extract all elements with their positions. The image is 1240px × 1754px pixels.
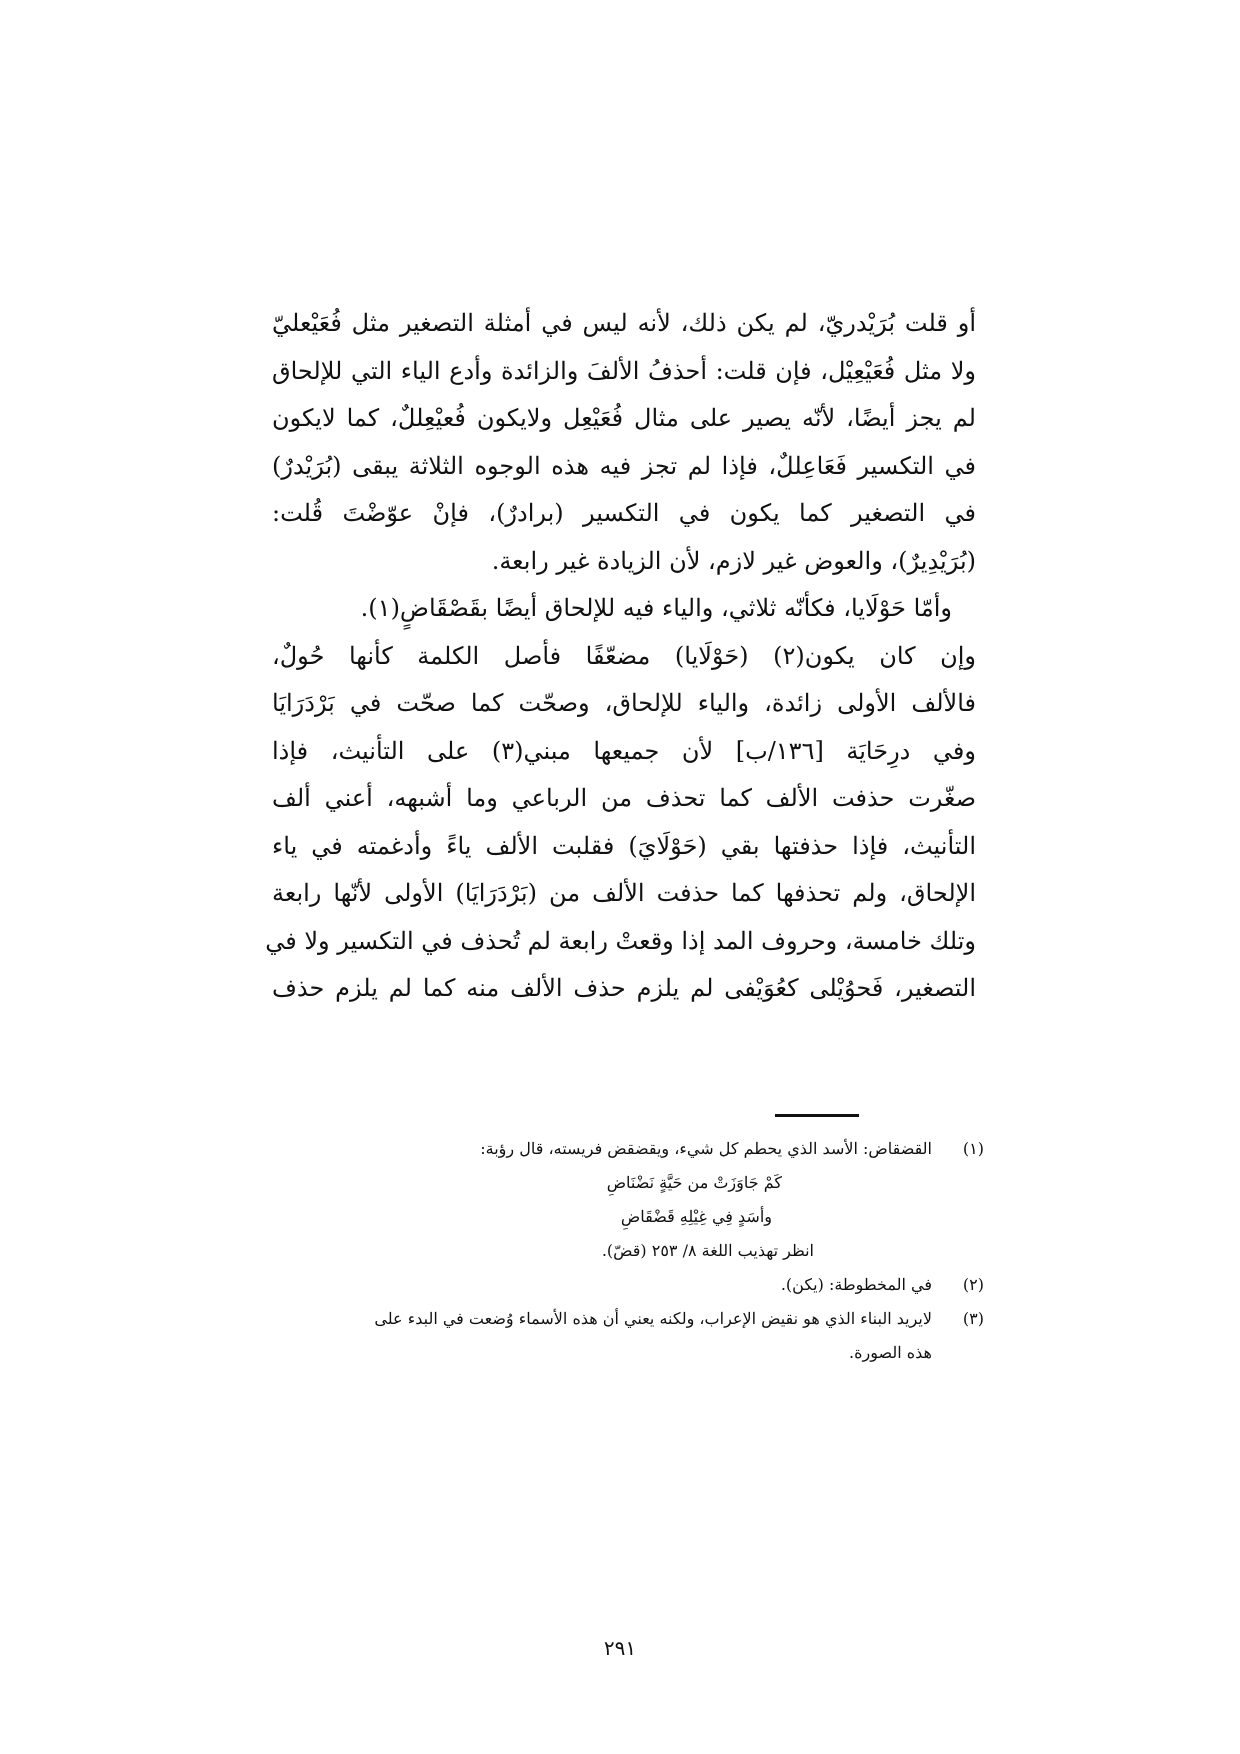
footnote-verse-line: وأسَدٍ فِي غِيْلِهِ قَضْقَاضِ <box>620 1207 772 1226</box>
footnote-2 <box>256 1268 984 1302</box>
text-line-14: وتلك خامسة، وحروف المد إذا وقعتْ رابعة لم تُحذف في التكسير ولا في <box>265 926 976 955</box>
footnote-verse-line: كَمْ جَاوَزَتْ من حَيَّةٍ نَضْنَاضِ <box>606 1173 782 1192</box>
text-line-12: التأنيث، فإذا حذفتها بقي (حَوْلَايَ) فقلبت الألف ياءً وأدغمته في ياء <box>272 831 976 860</box>
text-line-9: فالألف الأولى زائدة، والياء للإلحاق، وصحّت كما صحّت في بَرْدَرَايَا <box>272 689 976 717</box>
text-line-6: (بُرَيْدِيرٌ)، والعوض غير لازم، لأن الزيادة غير رابعة. <box>491 546 976 575</box>
footnote-number: (٢) <box>962 1275 984 1294</box>
footnote-text-continued: هذه الصورة. <box>849 1343 932 1362</box>
main-text-block <box>265 300 977 1013</box>
text-line-13: الإلحاق، ولم تحذفها كما حذفت الألف من (بَرْدَرَايَا) الأولى لأنّها رابعة <box>272 879 976 907</box>
footnote-text: لايريد البناء الذي هو نقيض الإعراب، ولكنه يعني أن هذه الأسماء وُضعت في البدء على <box>374 1309 932 1328</box>
text-line-15: التصغير، فَحوُيْلى كعُوَيْفى لم يلزم حذف الألف منه كما لم يلزم حذف <box>272 974 977 1002</box>
text-line-11: صغّرت حذفت الألف كما تحذف من الرباعي وما أشبهه، أعني ألف <box>272 784 976 812</box>
text-line-4: في التكسير فَعَاعِللٌ، فإذا لم تجز فيه هذه الوجوه الثلاثة يبقى (بُرَيْدرٌ) <box>272 451 976 480</box>
footnote-separator <box>775 1114 859 1117</box>
footnote-3 <box>256 1302 984 1370</box>
footnote-number: (٣) <box>962 1309 984 1328</box>
text-line-10: وفي درِحَايَة [١٣٦/ب] لأن جميعها مبني(٣) على التأنيث، فإذا <box>272 736 976 765</box>
text-line-1: أو قلت بُرَيْدريّ، لم يكن ذلك، لأنه ليس في أمثلة التصغير مثل فُعَيْعليّ <box>272 309 976 337</box>
text-line-3: لم يجز أيضًا، لأنّه يصير على مثال فُعَيْعِل ولايكون فُعيْعِللٌ، كما لايكون <box>272 404 976 432</box>
footnote-1 <box>256 1132 984 1268</box>
footnotes <box>256 1132 984 1370</box>
footnote-number: (١) <box>962 1139 984 1158</box>
page-number: ٢٩١ <box>603 1636 637 1660</box>
text-line-5: في التصغير كما يكون في التكسير (برادرٌ)، فإنْ عوّضْتَ قُلت: <box>272 499 976 527</box>
text-line-2: ولا مثل فُعَيْعِيْل، فإن قلت: أحذفُ الألفَ والزائدة وأدع الياء التي للإلحاق <box>272 356 976 385</box>
footnote-text: في المخطوطة: (يكن). <box>780 1275 932 1294</box>
footnote-reference: انظر تهذيب اللغة ٨/ ٢٥٣ (قضّ). <box>601 1241 814 1260</box>
text-line-8: وإن كان يكون(٢) (حَوْلَايا) مضعّفًا فأصل الكلمة كأنها حُولٌ، <box>272 641 976 670</box>
text-line-7: وأمّا حَوْلَايا، فكأنّه ثلاثي، والياء فيه للإلحاق أيضًا بقَصْقَاضٍ(١). <box>360 594 952 622</box>
footnote-text: القضقاض: الأسد الذي يحطم كل شيء، ويقضقض فريسته، قال رؤبة: <box>480 1139 932 1158</box>
